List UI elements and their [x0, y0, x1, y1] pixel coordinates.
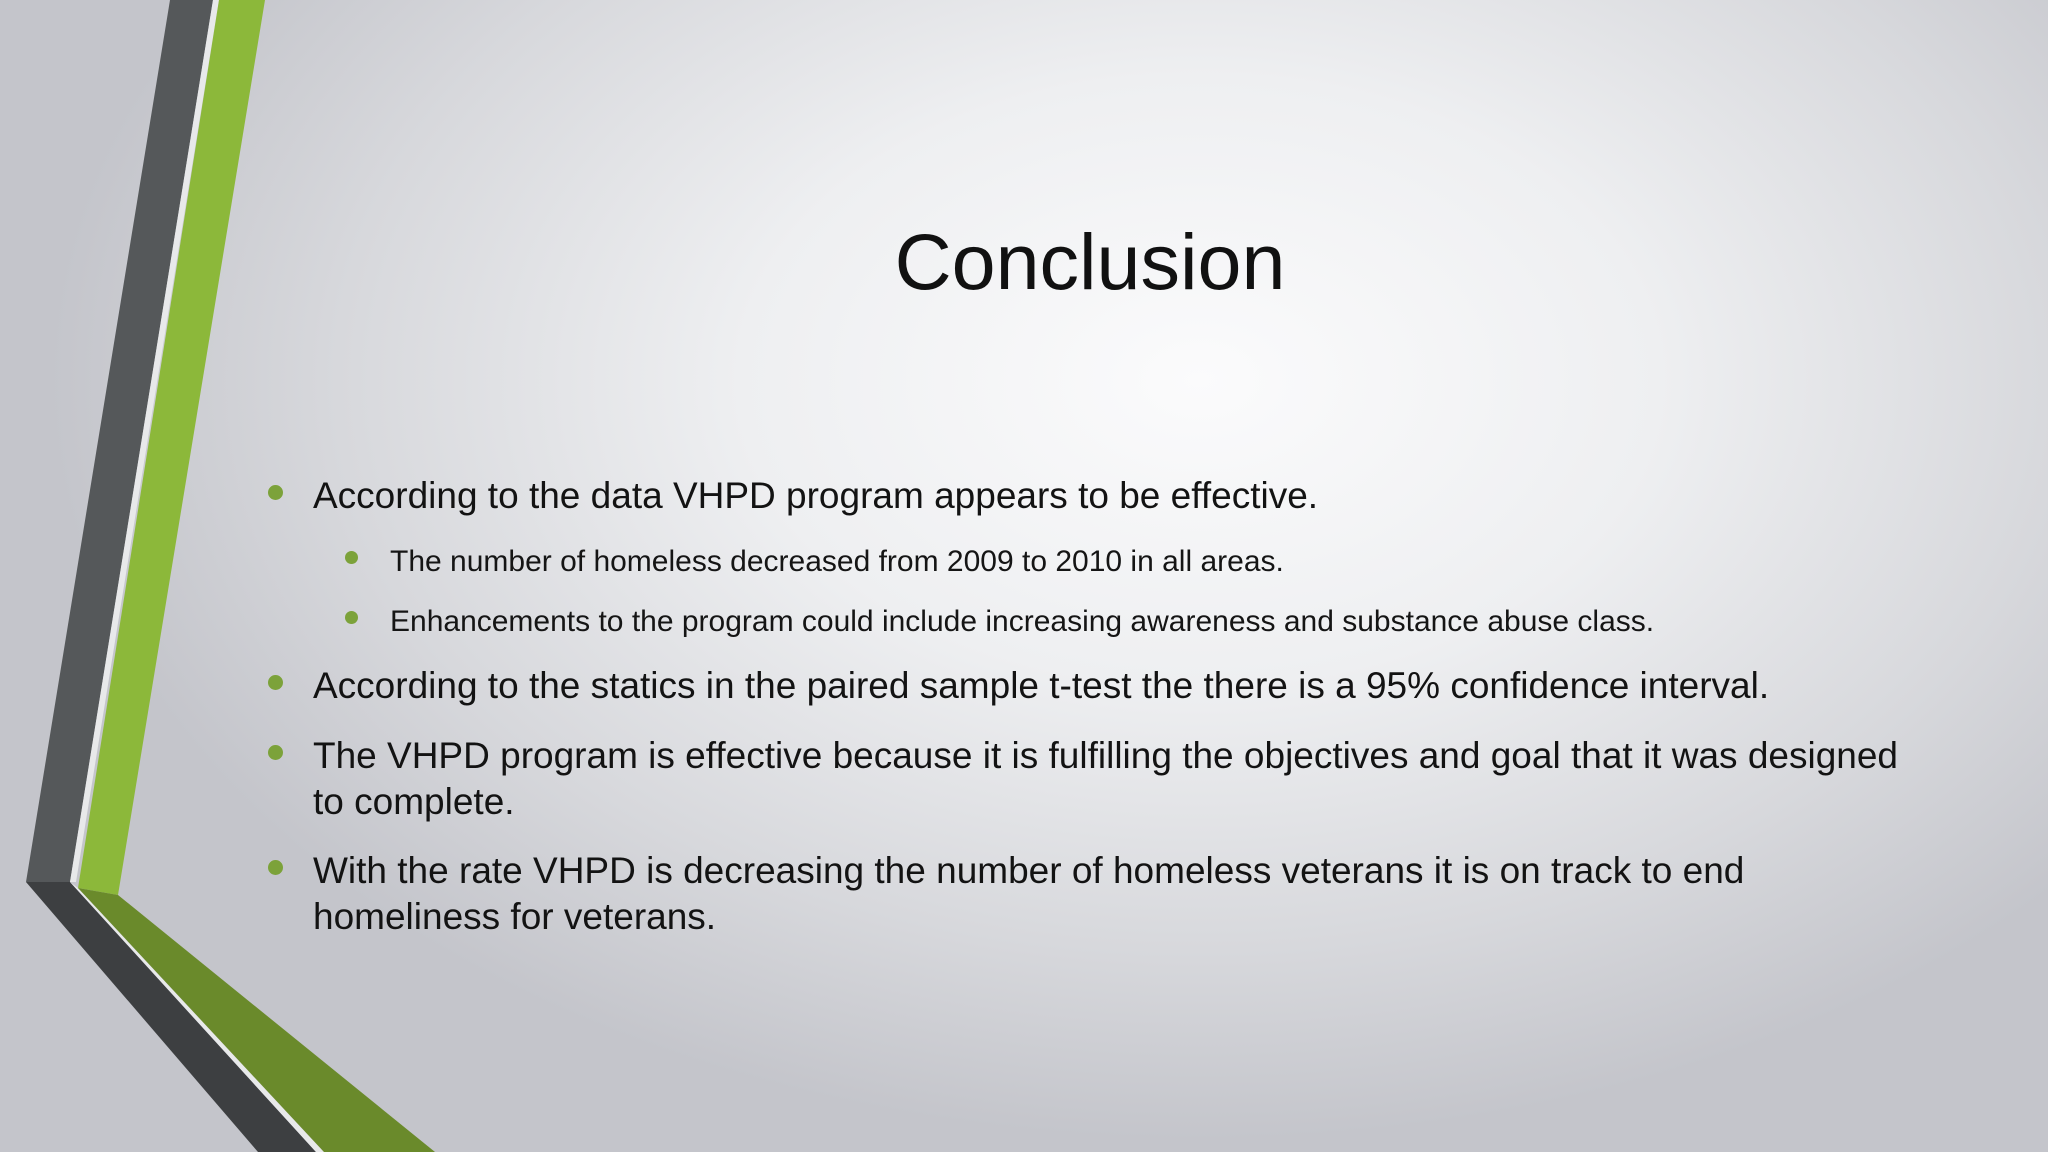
- bullet-dot: [268, 860, 283, 875]
- bullet-text: According to the data VHPD program appears to be effective.: [313, 475, 1319, 516]
- bullet-dot: [345, 551, 358, 564]
- bullet-text: According to the statics in the paired sample t-test the there is a 95% confidence interval.: [313, 665, 1770, 706]
- bullet-text: The number of homeless decreased from 2009 to 2010 in all areas.: [390, 545, 1284, 578]
- bullet-dot: [268, 745, 283, 760]
- bullet-text: Enhancements to the program could include increasing awareness and substance abuse class.: [390, 605, 1655, 638]
- slide-title: Conclusion: [894, 217, 1286, 306]
- bullet-text: With the rate VHPD is decreasing the number of homeless veterans it is on track to end homeliness for veterans.: [313, 850, 1745, 937]
- bullet-text: The VHPD program is effective because it is fulfilling the objectives and goal that it was designed to complete.: [313, 735, 1899, 822]
- bullet-dot: [268, 485, 283, 500]
- bullet-dot: [268, 675, 283, 690]
- bullet-dot: [345, 611, 358, 624]
